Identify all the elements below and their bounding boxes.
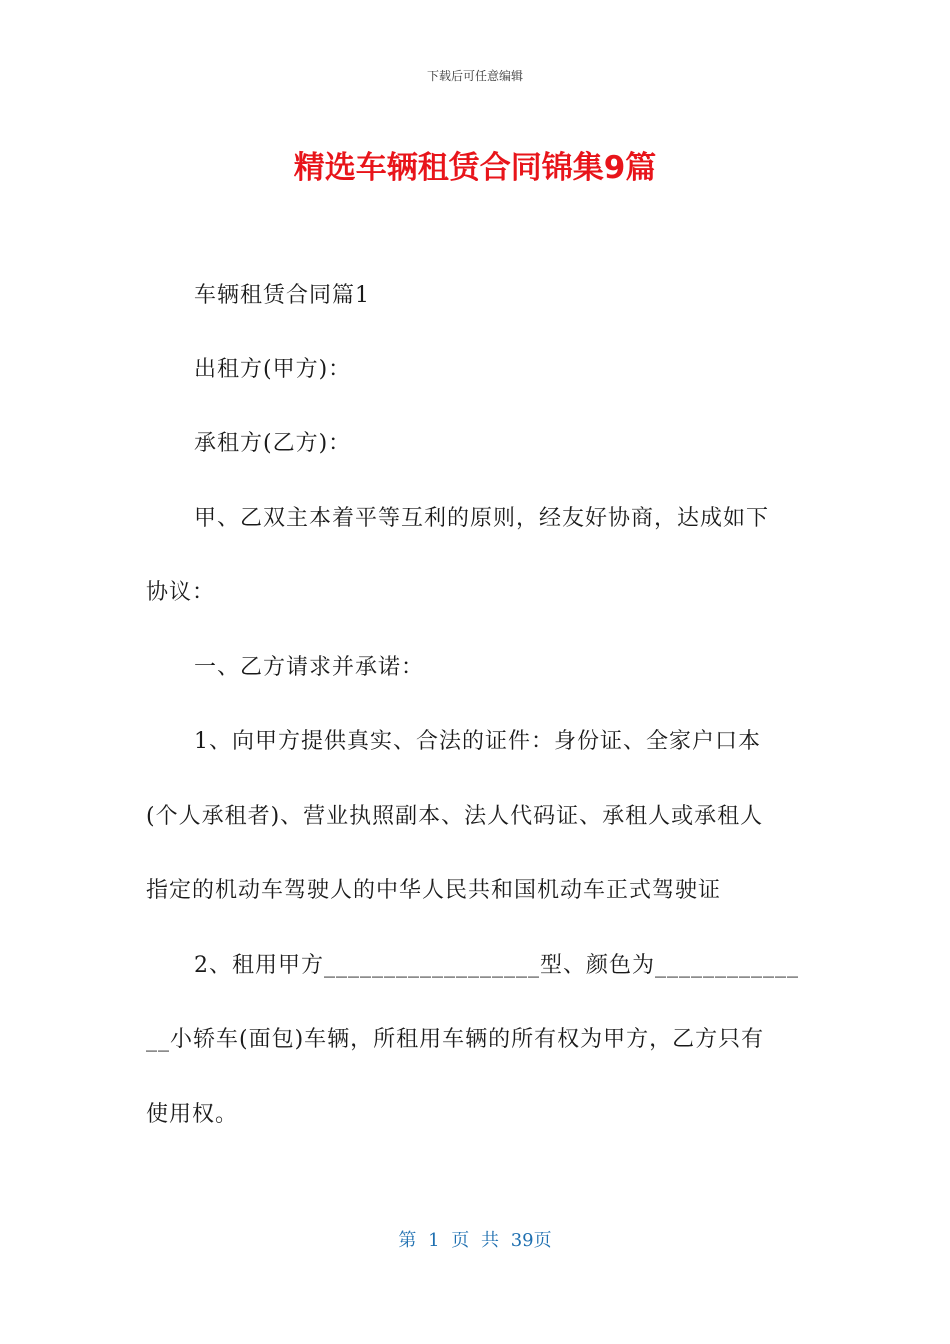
section-heading: 车辆租赁合同篇1 — [194, 283, 370, 308]
paragraph-line: 2、租用甲方__________________型、颜色为____________ — [194, 953, 799, 978]
page-footer: 第 1 页 共 39页 — [398, 1230, 552, 1251]
paragraph-line: 1、向甲方提供真实、合法的证件：身份证、全家户口本 — [194, 729, 761, 754]
document-title: 精选车辆租赁合同锦集9篇 — [293, 150, 657, 186]
lessor-field: 出租方(甲方)： — [194, 357, 352, 382]
lessee-field: 承租方(乙方)： — [194, 431, 352, 456]
header-note: 下载后可任意编辑 — [426, 69, 523, 83]
paragraph-line: __小轿车(面包)车辆，所租用车辆的所有权为甲方，乙方只有 — [146, 1027, 765, 1052]
paragraph-line: 协议： — [146, 580, 216, 605]
paragraph-line: (个人承租者)、营业执照副本、法人代码证、承租人或承租人 — [146, 804, 764, 829]
clause-heading: 一、乙方请求并承诺： — [194, 655, 425, 680]
paragraph-line: 指定的机动车驾驶人的中华人民共和国机动车正式驾驶证 — [146, 878, 722, 903]
paragraph-line: 使用权。 — [146, 1102, 239, 1127]
paragraph-line: 甲、乙双主本着平等互利的原则，经友好协商，达成如下 — [194, 506, 770, 531]
